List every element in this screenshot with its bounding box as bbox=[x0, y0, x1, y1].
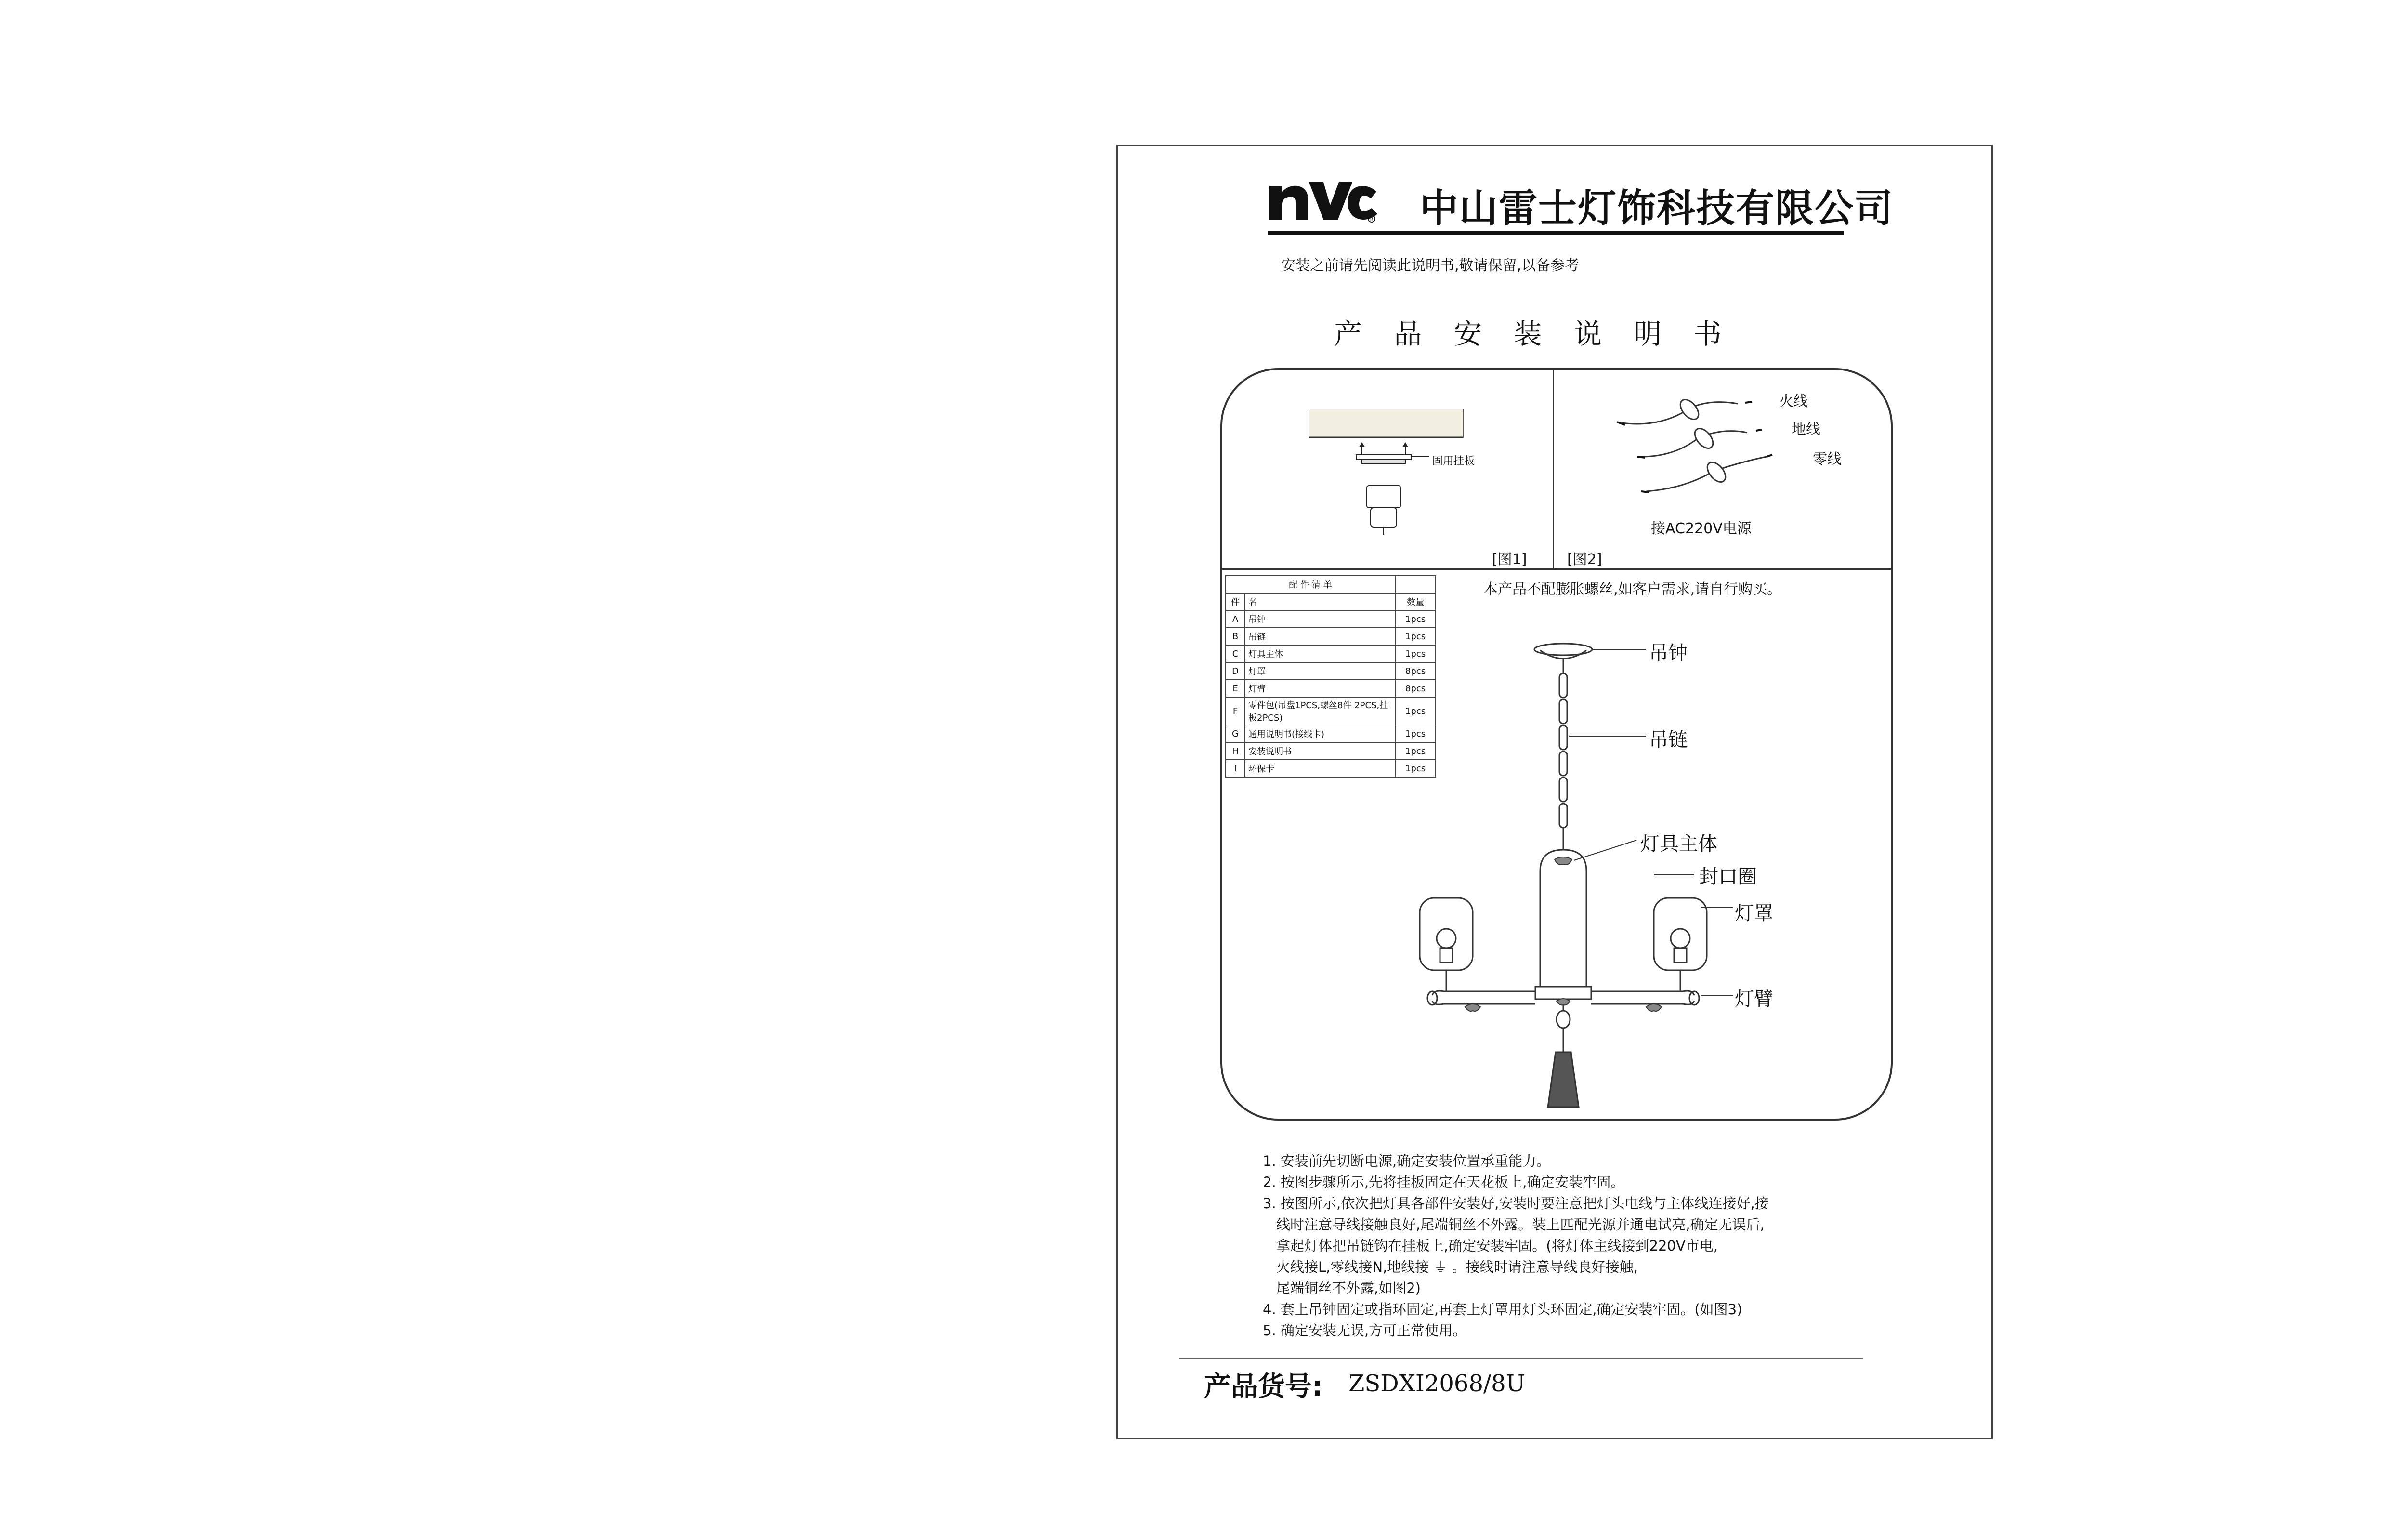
part-qty: 8pcs bbox=[1395, 680, 1436, 697]
part-id: I bbox=[1226, 760, 1245, 777]
part-name: 灯罩 bbox=[1245, 662, 1395, 680]
figure2-caption: [图2] bbox=[1567, 551, 1602, 568]
callout-arm: 灯臂 bbox=[1735, 988, 1773, 1010]
read-notice: 安装之前请先阅读此说明书,敬请保留,以备参考 bbox=[1281, 257, 1580, 274]
part-name: 吊链 bbox=[1245, 628, 1395, 645]
callout-canopy: 吊钟 bbox=[1649, 642, 1688, 664]
footer-rule bbox=[1179, 1358, 1863, 1359]
part-qty: 8pcs bbox=[1395, 662, 1436, 680]
company-name: 中山雷士灯饰科技有限公司 bbox=[1420, 186, 1894, 231]
step-line: 2. 按图步骤所示,先将挂板固定在天花板上,确定安装牢固。 bbox=[1263, 1174, 1625, 1190]
part-id: E bbox=[1226, 680, 1245, 697]
part-id: G bbox=[1226, 725, 1245, 742]
step-line: 拿起灯体把吊链钩在挂板上,确定安装牢固。(将灯体主线接到220V市电, bbox=[1276, 1238, 1718, 1254]
step-line: 3. 按图所示,依次把灯具各部件安装好,安装时要注意把灯头电线与主体线连接好,接 bbox=[1263, 1195, 1769, 1212]
callout-chain: 吊链 bbox=[1649, 729, 1688, 751]
step-line: 线时注意导线接触良好,尾端铜丝不外露。装上匹配光源并通电试亮,确定无误后, bbox=[1276, 1216, 1765, 1233]
part-qty: 1pcs bbox=[1395, 725, 1436, 742]
step-line: 火线接L,零线接N,地线接 ⏚ 。接线时请注意导线良好接触, bbox=[1276, 1259, 1638, 1275]
part-qty: 1pcs bbox=[1395, 697, 1436, 725]
mounting-plate-label: 固用挂板 bbox=[1432, 455, 1475, 467]
parts-col-qty: 数量 bbox=[1395, 593, 1436, 610]
part-name: 灯臂 bbox=[1245, 680, 1395, 697]
part-name: 吊钟 bbox=[1245, 610, 1395, 628]
figure1-mounting-diagram bbox=[1309, 409, 1482, 553]
part-name: 环保卡 bbox=[1245, 760, 1395, 777]
part-id: B bbox=[1226, 628, 1245, 645]
step-line: 尾端铜丝不外露,如图2) bbox=[1276, 1280, 1421, 1296]
svg-text:R: R bbox=[1370, 217, 1374, 222]
wire-label-live: 火线 bbox=[1779, 393, 1808, 410]
parts-table-title: 配 件 清 单 bbox=[1226, 576, 1395, 593]
part-name: 安装说明书 bbox=[1245, 742, 1395, 760]
parts-table-header-row bbox=[1226, 593, 1436, 610]
part-qty: 1pcs bbox=[1395, 610, 1436, 628]
part-qty: 1pcs bbox=[1395, 742, 1436, 760]
part-id: H bbox=[1226, 742, 1245, 760]
document-title: 产 品 安 装 说 明 书 bbox=[1334, 317, 1733, 350]
part-qty: 1pcs bbox=[1395, 645, 1436, 662]
part-qty: 1pcs bbox=[1395, 760, 1436, 777]
step-line: 5. 确定安装无误,方可正常使用。 bbox=[1263, 1322, 1467, 1339]
part-name: 通用说明书(接线卡) bbox=[1245, 725, 1395, 742]
part-id: F bbox=[1226, 697, 1245, 725]
product-code-value: ZSDXI2068/8U bbox=[1348, 1370, 1526, 1397]
diagram-panel bbox=[1220, 368, 1893, 1121]
parts-col-id: 件 bbox=[1226, 593, 1245, 610]
step-line: 1. 安装前先切断电源,确定安装位置承重能力。 bbox=[1263, 1153, 1551, 1169]
callout-seal-ring: 封口圈 bbox=[1699, 866, 1757, 888]
step-line: 4. 套上吊钟固定或指环固定,再套上灯罩用灯头环固定,确定安装牢固。(如图3) bbox=[1263, 1301, 1742, 1318]
part-id: A bbox=[1226, 610, 1245, 628]
nvc-logo bbox=[1268, 175, 1378, 224]
wire-label-neutral: 零线 bbox=[1813, 451, 1842, 468]
part-qty: 1pcs bbox=[1395, 628, 1436, 645]
callout-body: 灯具主体 bbox=[1640, 833, 1717, 855]
panel-divider-vertical bbox=[1553, 370, 1554, 568]
figure1-caption: [图1] bbox=[1492, 551, 1527, 568]
parts-table-title-row bbox=[1226, 576, 1436, 593]
callout-shade: 灯罩 bbox=[1735, 902, 1773, 924]
parts-table-qty-blank bbox=[1395, 576, 1436, 593]
chandelier-diagram bbox=[1386, 620, 1752, 1121]
part-name: 零件包(吊盘1PCS,螺丝8件 2PCS,挂板2PCS) bbox=[1245, 697, 1395, 725]
part-id: C bbox=[1226, 645, 1245, 662]
panel-divider-horizontal bbox=[1222, 568, 1893, 570]
part-name: 灯具主体 bbox=[1245, 645, 1395, 662]
parts-col-name: 名 bbox=[1245, 593, 1395, 610]
product-code-label: 产品货号: bbox=[1204, 1371, 1323, 1402]
power-label: 接AC220V电源 bbox=[1651, 520, 1752, 537]
instruction-sheet bbox=[1116, 145, 1993, 1439]
part-id: D bbox=[1226, 662, 1245, 680]
wire-label-ground: 地线 bbox=[1792, 421, 1820, 438]
header-rule bbox=[1268, 231, 1844, 235]
installation-steps bbox=[1263, 1150, 1908, 1341]
screw-note: 本产品不配膨胀螺丝,如客户需求,请自行购买。 bbox=[1483, 581, 1782, 598]
